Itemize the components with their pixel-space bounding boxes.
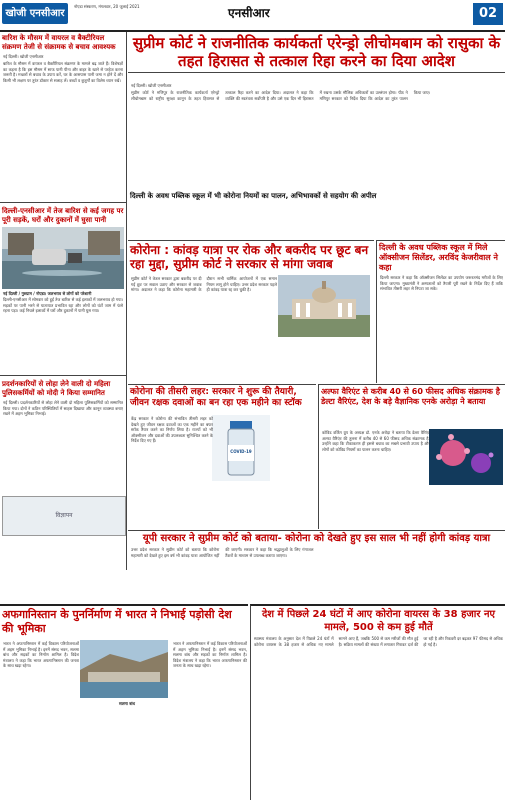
lead-extra-headline: दिल्ली के अवध पब्लिक स्कूल में भी कोरोना नियमों का पालन, अभिभावकों से सहयोग की अपील	[130, 192, 377, 200]
page-number: 02	[473, 3, 503, 25]
waterlogging-photo	[2, 227, 124, 289]
third-wave-body: केंद्र सरकार ने कोरोना की संभावित तीसरी लहर को देखते हुए जीवन रक्षक दवाओं का एक महीने का बफर स्टॉक तैयार करने का निर्णय लिया है। राज्यों को भी ऑक्सीजन और दवाओं की उपलब्धता सुनिश्चित करने के निर्देश दिए गए हैं।	[131, 416, 213, 444]
divider	[0, 375, 126, 376]
rain-health-headline: बारिश के मौसम में वायरल व बैक्टीरियल संक्रमण तेजी से संक्रामक से बचाव आवश्यक	[2, 34, 116, 51]
covid-cases-body: स्वास्थ्य मंत्रालय के अनुसार देश में पिछले 24 घंटों में कोरोना वायरस के 38 हजार से अधिक नए मामले सामने आए हैं, जबकि 500 से कम मरीजों की मौत हुई है। सक्रिय मामलों की संख्या में लगातार गिरावट दर्ज की जा रही है और रिकवरी दर बढ़कर 97 फीसद से अधिक हो गई है।	[254, 636, 503, 647]
oxygen-headline: दिल्ली के अवध पब्लिक स्कूल में मिले ऑक्सीजन सिलेंडर, अरविंद केजरीवाल ने कहा	[379, 243, 498, 272]
divider	[128, 72, 505, 73]
supreme-court-building-image	[278, 275, 370, 337]
vaccine-vial-image	[212, 415, 270, 481]
lead-headline: सुप्रीम कोर्ट ने राजनीतिक कार्यकर्ता एरेन्ड्रो लीचोमबाम को रासुका के तहत हिरासत से तत्काल रिहा करने का दिया आदेश	[132, 34, 501, 70]
masthead	[0, 0, 505, 32]
supreme-court-photo	[278, 275, 370, 337]
waterlogging-caption: नई दिल्ली / गुरुग्राम / नोएडा। जलभराव से लोगों को परेशानी	[3, 291, 92, 296]
advertisement-label: विज्ञापन	[55, 512, 73, 519]
dam-caption: सलमा बांध	[118, 701, 136, 706]
kanwar-yatra-article	[128, 530, 505, 605]
flooded-street-image	[2, 227, 124, 289]
waterlogging-article	[0, 205, 126, 373]
covid-cases-article	[250, 604, 505, 800]
delta-variant-article	[318, 384, 505, 529]
advertisement	[2, 496, 126, 536]
kanwar-headline: यूपी सरकार ने सुप्रीम कोर्ट को बताया- कोरोना को देखते हुए इस साल भी नहीं होगी कांवड़ यात्रा	[142, 533, 491, 544]
police-honour-body: नई दिल्ली। प्रदर्शनकारियों से लोहा लेने वाली दो महिला पुलिसकर्मियों को सम्मानित किया गया। दोनों ने कठिन परिस्थितियों में साहस दिखाया और कानून व्यवस्था बनाए रखने में अहम भूमिका निभाई।	[3, 400, 123, 417]
third-wave-article	[128, 384, 316, 529]
kanwar-body: उत्तर प्रदेश सरकार ने सुप्रीम कोर्ट को बताया कि कोरोना महामारी को देखते हुए इस वर्ष भी कांवड़ यात्रा आयोजित नहीं की जाएगी। सरकार ने कहा कि श्रद्धालुओं के लिए गंगाजल टैंकरों के माध्यम से उपलब्ध कराया जाएगा।	[131, 547, 314, 558]
covid-cases-headline: देश में पिछले 24 घंटों में आए कोरोना वायरस के 38 हजार नए मामले, 500 से कम हुई मौतें	[261, 609, 496, 633]
rain-health-body: बारिश के मौसम में वायरल व बैक्टीरियल संक्रमण के मामले बढ़ जाते हैं। विशेषज्ञों का कहना है कि इस मौसम में साफ पानी पीना और बाहर के खाने से परहेज करना जरूरी है। मच्छरों से बचाव के उपाय करें, घर के आसपास पानी जमा न होने दें और किसी भी लक्षण पर तुरंत डॉक्टर से सलाह लें। बच्चों व बुजुर्गों का विशेष ध्यान रखें।	[3, 61, 123, 83]
afghanistan-article	[0, 604, 248, 800]
oxygen-body: दिल्ली सरकार ने कहा कि ऑक्सीजन सिलेंडर का उपयोग जरूरतमंद मरीजों के लिए किया जाएगा। मुख्यमंत्री ने अस्पतालों को तैयारी पूरी रखने के निर्देश दिए हैं ताकि संभावित तीसरी लहर से निपटा जा सके।	[380, 275, 503, 292]
vaccine-vial-label: COVID-19	[230, 449, 252, 454]
oxygen-article	[376, 240, 505, 383]
afghanistan-body-left: भारत ने अफगानिस्तान में कई विकास परियोजनाओं में अहम भूमिका निभाई है। इनमें संसद भवन, सलमा बांध और सड़कों का निर्माण शामिल है। विदेश मंत्रालय ने कहा कि भारत अफगानिस्तान की जनता के साथ खड़ा रहेगा।	[3, 641, 79, 669]
newspaper-logo: खोजी एनसीआर	[2, 3, 68, 24]
lead-byline: नई दिल्ली। खोजी एनसीआर	[131, 83, 172, 88]
waterlogging-headline: दिल्ली-एनसीआर में तेज बारिश से कई जगह पर पूरी सड़कें, घरों और दुकानों में घुसा पानी	[2, 207, 124, 224]
afghanistan-body-right: भारत ने अफगानिस्तान में कई विकास परियोजनाओं में अहम भूमिका निभाई है। इनमें संसद भवन, सलमा बांध और सड़कों का निर्माण शामिल है। विदेश मंत्रालय ने कहा कि भारत अफगानिस्तान की जनता के साथ खड़ा रहेगा।	[173, 641, 247, 669]
vaccine-vial-photo	[212, 415, 270, 481]
delta-body: कोविड वर्किंग ग्रुप के अध्यक्ष डॉ. एनके अरोड़ा ने बताया कि डेल्टा वैरिएंट अल्फा वैरिएंट की तुलना में करीब 40 से 60 फीसद अधिक संक्रामक है। उन्होंने कहा कि टीकाकरण ही इससे बचाव का सबसे प्रभावी उपाय है और लोगों को कोविड नियमों का पालन करना चाहिए।	[322, 430, 430, 452]
waterlogging-body: दिल्ली-एनसीआर में सोमवार को हुई तेज बारिश से कई इलाकों में जलभराव हो गया। सड़कों पर पानी भरने से यातायात प्रभावित रहा और लोगों को घंटों जाम में फंसे रहना पड़ा। कई निचले इलाकों में घरों और दुकानों में पानी घुस गया।	[3, 297, 123, 314]
virus-image	[429, 429, 503, 485]
delta-headline: अल्फा वैरिएंट से करीब 40 से 60 फीसद अधिक संक्रामक है डेल्टा वैरिएंट, देश के बड़े वैज्ञानिक एनके अरोड़ा ने बताया	[321, 387, 500, 406]
corona-supreme-court-article	[128, 240, 374, 383]
third-wave-headline: कोरोना की तीसरी लहर: सरकार ने शुरू की तैयारी, जीवन रक्षक दवाओं का बन रहा एक महीने का स्टॉक	[130, 387, 302, 408]
salma-dam-image	[80, 640, 168, 698]
dateline: नोएडा संस्करण, मंगलवार, 20 जुलाई 2021	[74, 4, 140, 9]
virus-photo	[429, 429, 503, 485]
police-honour-headline: प्रदर्शनकारियों से लोहा लेने वाली दो महिला पुलिसकर्मियों को मोदी ने किया सम्मानित	[2, 380, 111, 397]
dam-photo	[80, 640, 168, 698]
rain-health-article	[0, 32, 126, 200]
rain-health-byline: नई दिल्ली। खोजी एनसीआर	[3, 54, 44, 59]
left-column	[0, 32, 127, 570]
divider	[0, 202, 126, 203]
lead-story	[128, 32, 505, 240]
lead-body-area	[128, 82, 505, 240]
lead-body: सुप्रीम कोर्ट ने मणिपुर के राजनीतिक कार्यकर्ता एरेन्ड्रो लीचोमबाम को राष्ट्रीय सुरक्षा कानून के तहत हिरासत से तत्काल रिहा करने का आदेश दिया। अदालत ने कहा कि व्यक्ति की स्वतंत्रता सर्वोपरि है और उसे एक दिन भी हिरासत में रखना उसके मौलिक अधिकारों का उल्लंघन होगा। पीठ ने मणिपुर सरकार को निर्देश दिया कि आदेश का तुरंत पालन किया जाए।	[131, 90, 431, 101]
corona-headline: कोरोना : कांवड़ यात्रा पर रोक और बकरीद पर छूट बन रहा मुद्दा, सुप्रीम कोर्ट ने सरकार से मांगा जवाब	[130, 243, 369, 271]
section-title: एनसीआर	[228, 6, 270, 20]
afghanistan-headline: अफगानिस्तान के पुनर्निर्माण में भारत ने निभाई पड़ोसी देश की भूमिका	[2, 608, 232, 635]
corona-body: सुप्रीम कोर्ट ने केरल सरकार द्वारा बकरीद पर दी गई छूट पर सवाल उठाए और सरकार से जवाब मांगा। अदालत ने कहा कि कोरोना महामारी के दौरान सभी धार्मिक आयोजनों में एक समान नियम लागू होने चाहिए। उत्तर प्रदेश सरकार पहले ही कांवड़ यात्रा रद्द कर चुकी है।	[131, 276, 277, 293]
